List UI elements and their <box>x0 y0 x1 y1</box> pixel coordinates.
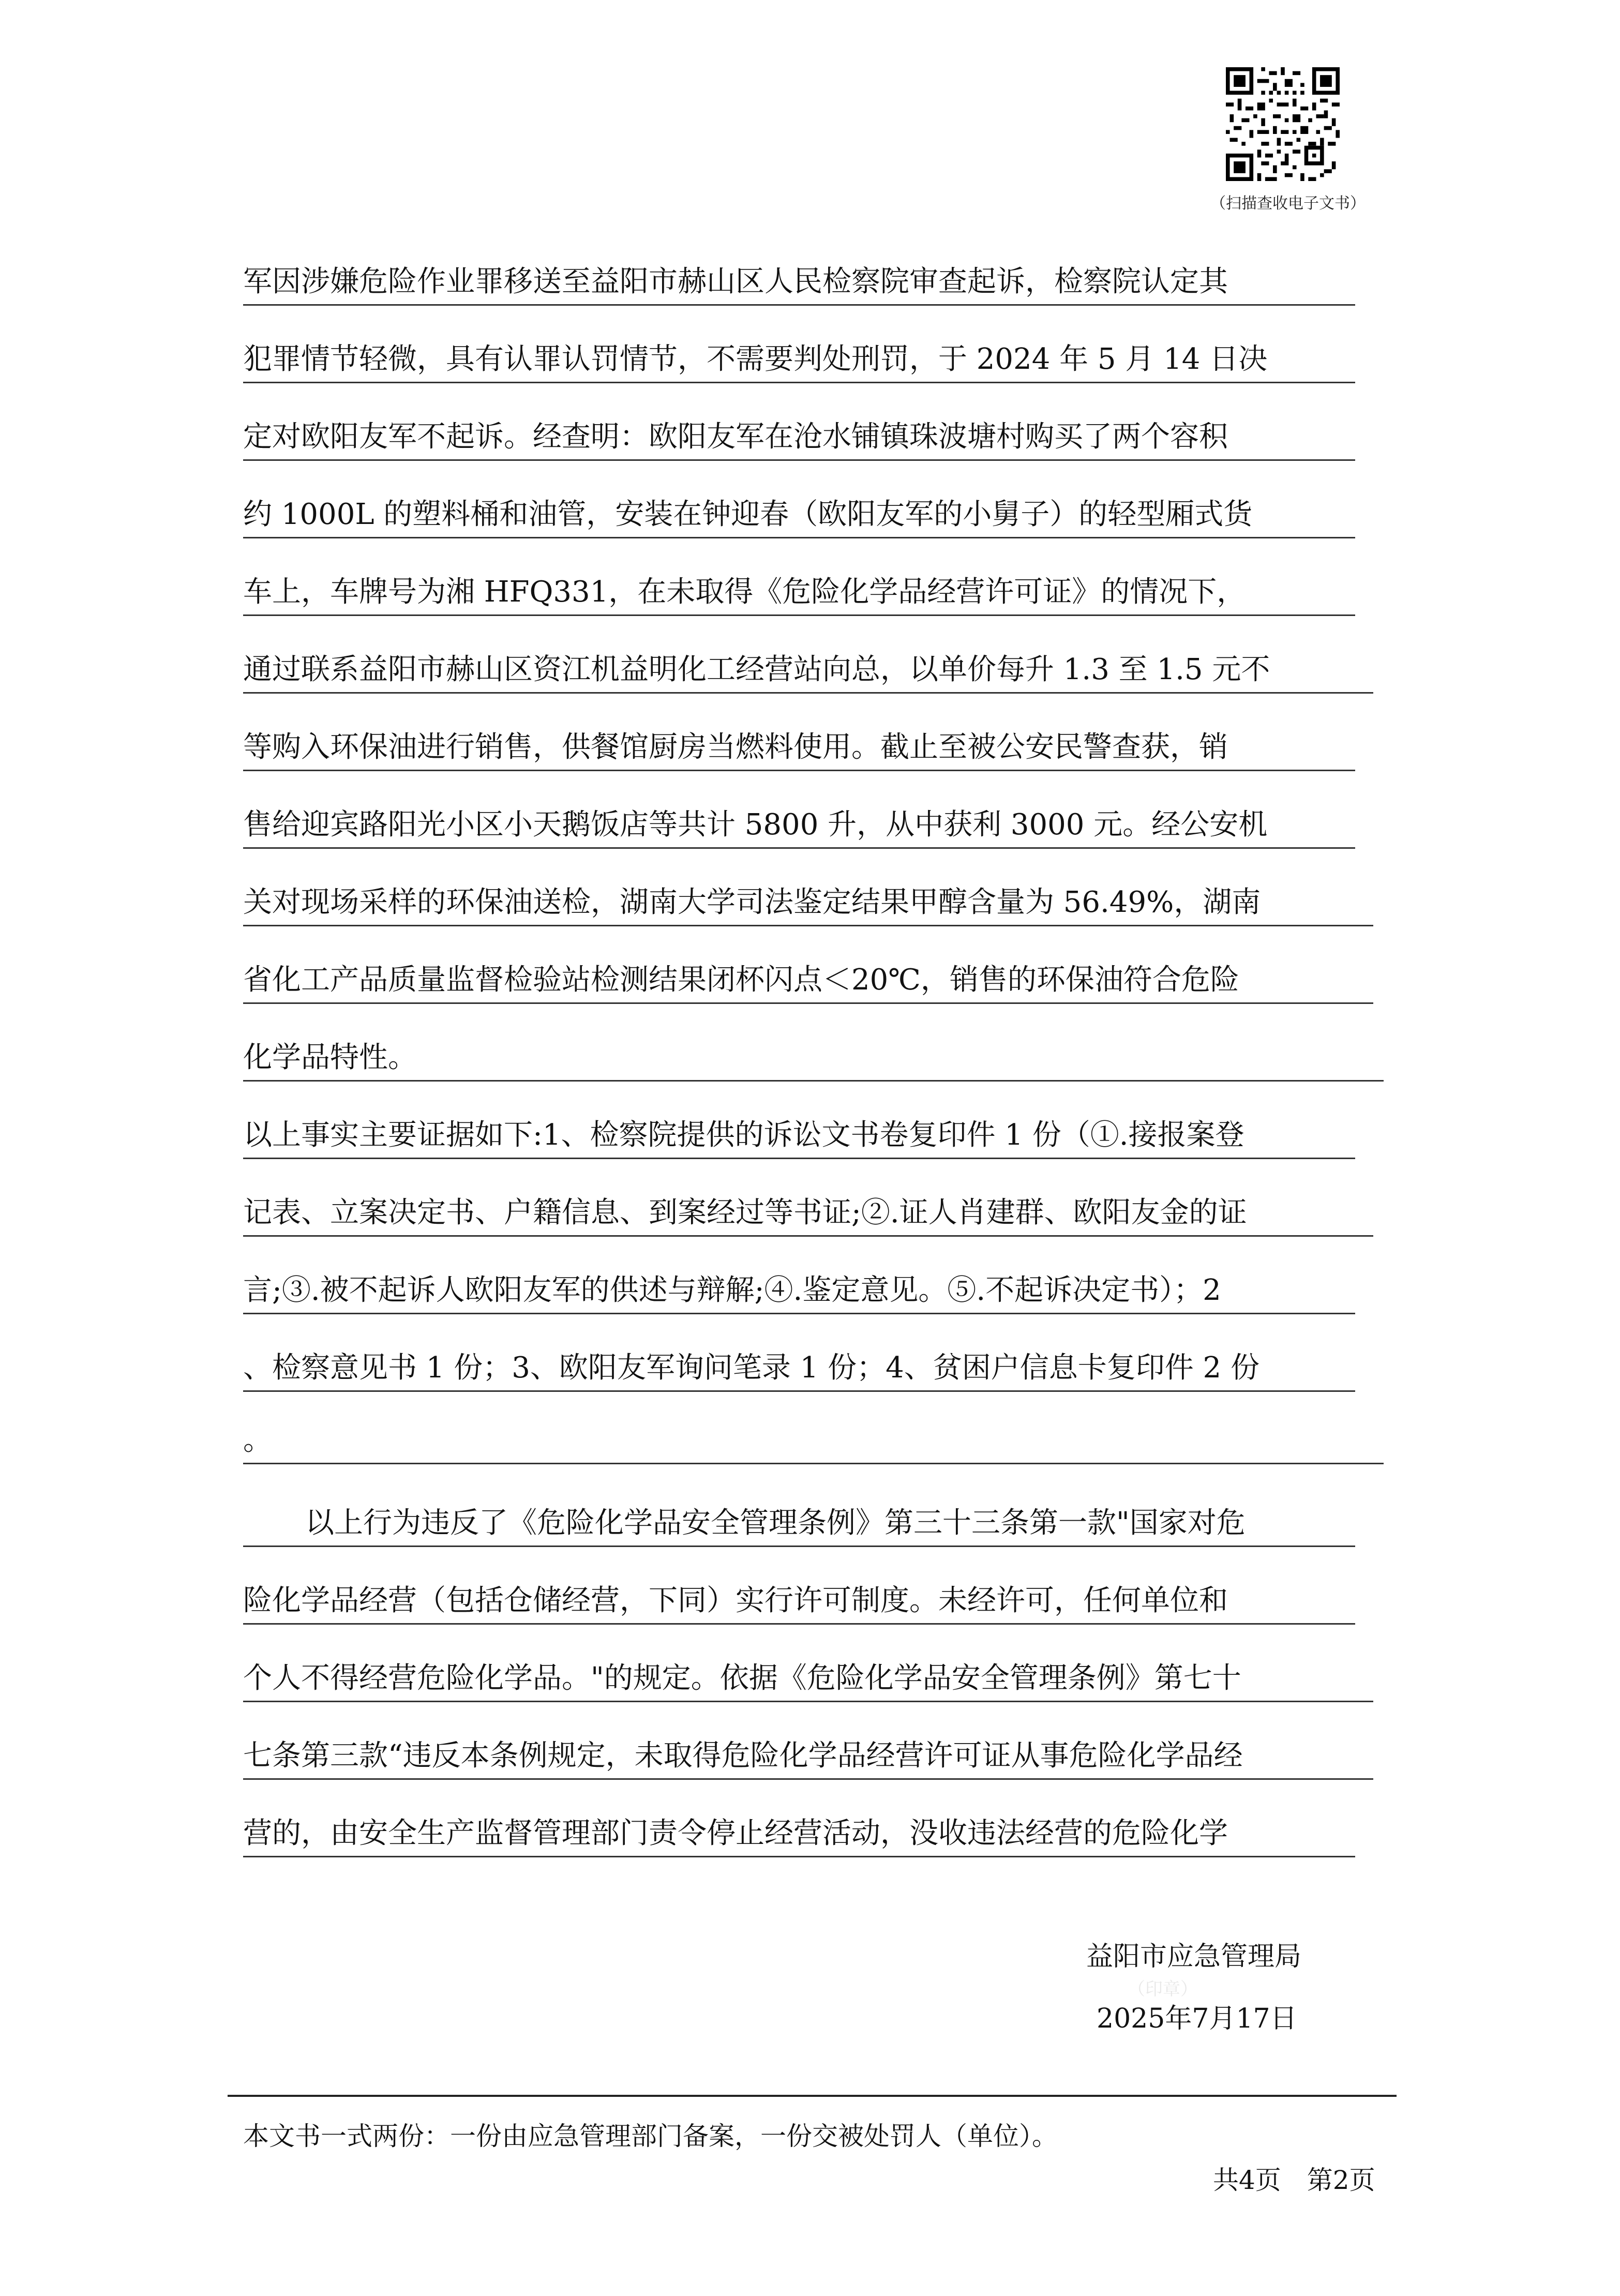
footer-divider <box>228 2095 1397 2097</box>
body-line-8: 售给迎宾路阳光小区小天鹅饭店等共计 5800 升，从中获利 3000 元。经公安机 <box>243 807 1355 849</box>
issue-date: 2025年7月17日 <box>1097 2003 1297 2034</box>
violation-line-2: 险化学品经营（包括仓储经营，下同）实行许可制度。未经许可，任何单位和 <box>243 1583 1355 1625</box>
violation-line-3: 个人不得经营危险化学品。"的规定。依据《危险化学品安全管理条例》第七十 <box>243 1660 1373 1702</box>
body-line-5: 车上，车牌号为湘 HFQ331，在未取得《危险化学品经营许可证》的情况下， <box>243 574 1355 616</box>
body-line-4: 约 1000L 的塑料桶和油管，安装在钟迎春（欧阳友军的小舅子）的轻型厢式货 <box>243 497 1355 538</box>
evidence-line-3: 言;③.被不起诉人欧阳友军的供述与辩解;④.鉴定意见。⑤.不起诉决定书）；2 <box>243 1272 1355 1314</box>
issuing-org: 益阳市应急管理局 <box>1086 1941 1302 1972</box>
body-line-7: 等购入环保油进行销售，供餐馆厨房当燃料使用。截止至被公安民警查获，销 <box>243 729 1355 771</box>
violation-line-1: 以上行为违反了《危险化学品安全管理条例》第三十三条第一款"国家对危 <box>243 1505 1355 1547</box>
body-line-9: 关对现场采样的环保油送检，湖南大学司法鉴定结果甲醇含量为 56.49%，湖南 <box>243 884 1373 926</box>
body-line-6: 通过联系益阳市赫山区资江机益明化工经营站向总，以单价每升 1.3 至 1.5 元不 <box>243 652 1373 694</box>
body-line-2: 犯罪情节轻微，具有认罪认罚情节，不需要判处刑罚，于 2024 年 5 月 14 日决 <box>243 341 1355 383</box>
violation-line-4: 七条第三款“违反本条例规定，未取得危险化学品经营许可证从事危险化学品经 <box>243 1738 1373 1780</box>
evidence-line-1: 以上事实主要证据如下:1、检察院提供的诉讼文书卷复印件 1 份（①.接报案登 <box>243 1117 1355 1159</box>
seal-mark: （印章） <box>1128 1979 1198 2000</box>
body-line-1: 军因涉嫌危险作业罪移送至益阳市赫山区人民检察院审查起诉，检察院认定其 <box>243 264 1355 306</box>
qr-code-icon[interactable] <box>1226 67 1340 183</box>
page-count: 共4页 第2页 <box>1213 2165 1375 2195</box>
evidence-line-4: 、检察意见书 1 份；3、欧阳友军询问笔录 1 份；4、贫困户信息卡复印件 2 份 <box>243 1350 1355 1392</box>
body-line-10: 省化工产品质量监督检验站检测结果闭杯闪点＜20℃，销售的环保油符合危险 <box>243 962 1373 1004</box>
footer-note: 本文书一式两份：一份由应急管理部门备案，一份交被处罚人（单位）。 <box>243 2121 1058 2151</box>
qr-code-graphic <box>1226 67 1340 181</box>
body-line-11: 化学品特性。 <box>243 1040 1384 1082</box>
qr-caption: （扫描查收电子文书） <box>1210 194 1366 213</box>
evidence-line-2: 记表、立案决定书、户籍信息、到案经过等书证;②.证人肖建群、欧阳友金的证 <box>243 1195 1373 1237</box>
evidence-line-5: 。 <box>243 1422 1384 1464</box>
violation-line-5: 营的，由安全生产监督管理部门责令停止经营活动，没收违法经营的危险化学 <box>243 1815 1355 1857</box>
body-line-3: 定对欧阳友军不起诉。经查明：欧阳友军在沧水铺镇珠波塘村购买了两个容积 <box>243 419 1355 461</box>
